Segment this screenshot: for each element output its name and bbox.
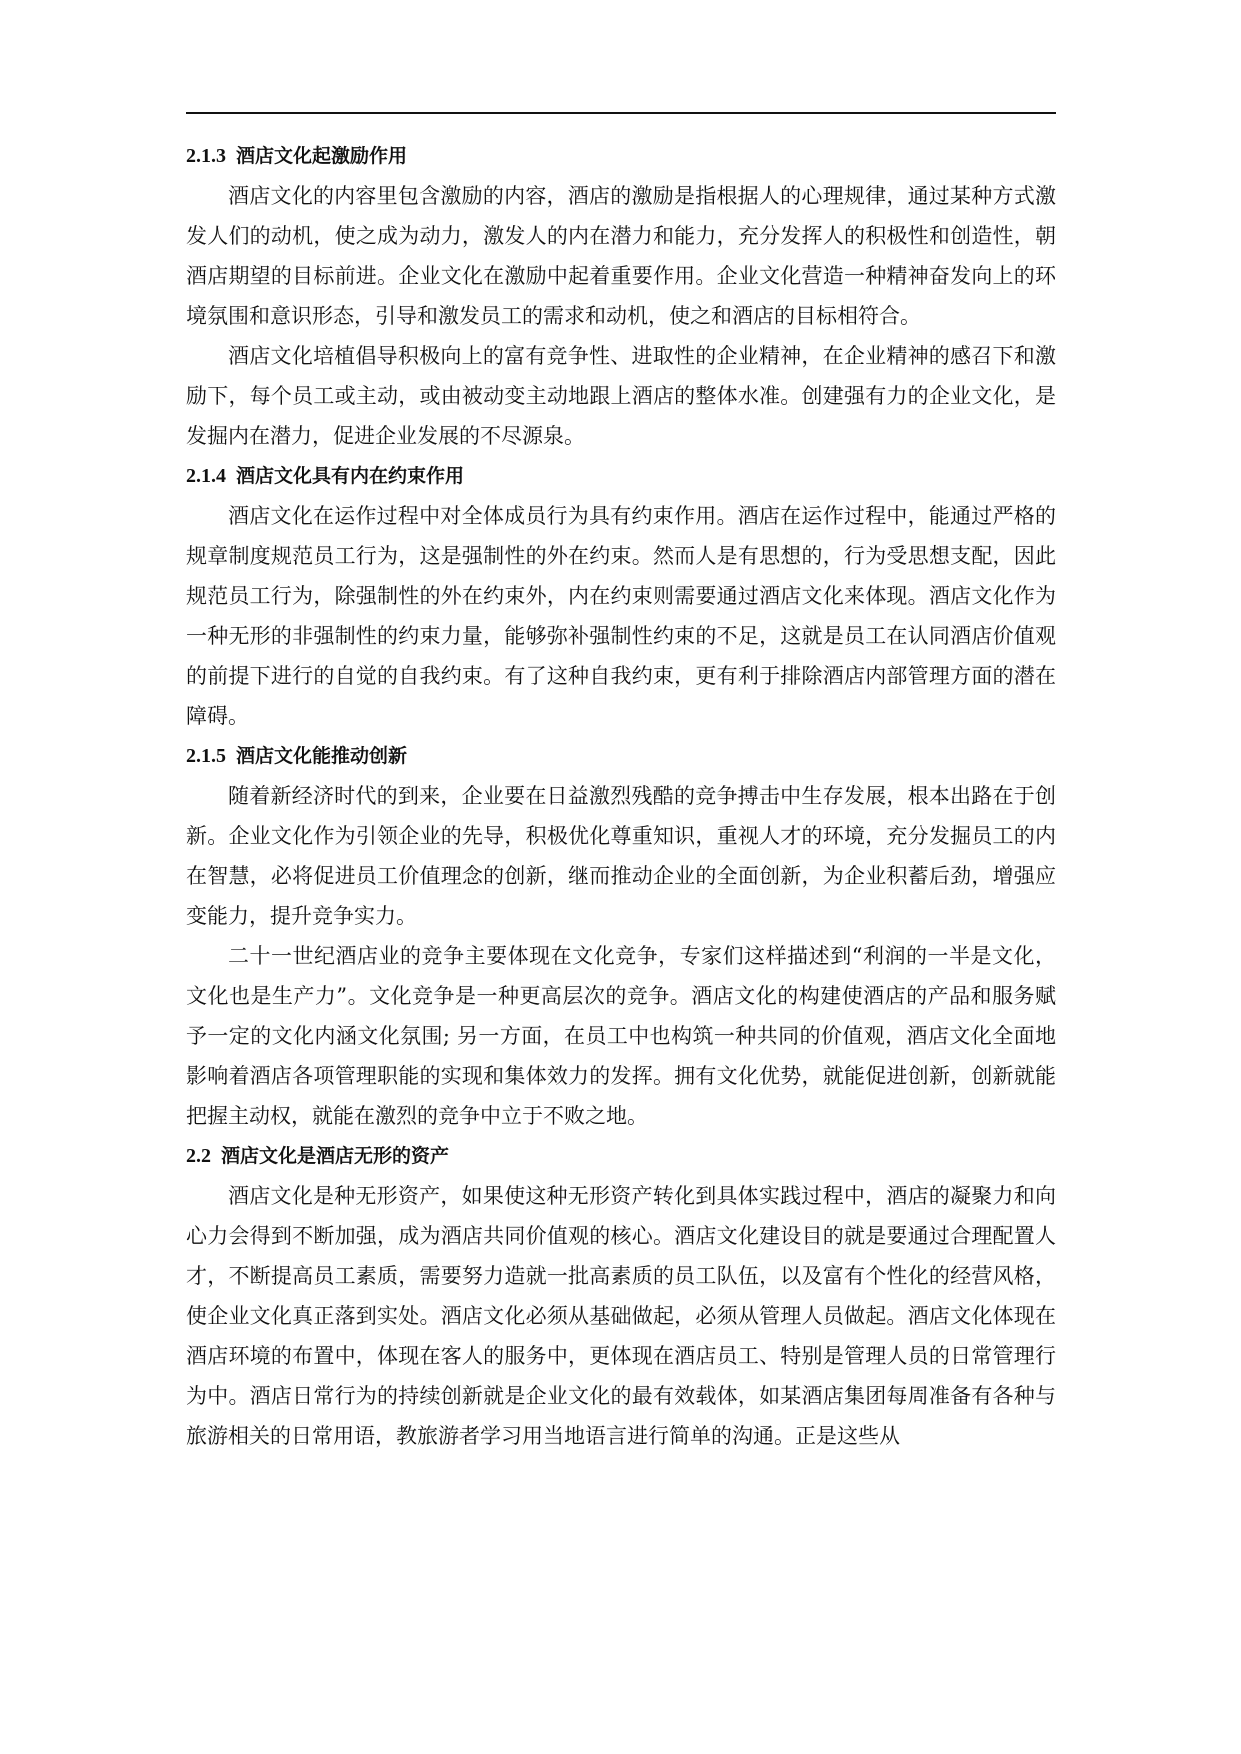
- section-title: 酒店文化具有内在约束作用: [236, 465, 465, 487]
- section-number: 2.1.3: [186, 145, 226, 167]
- paragraph: 酒店文化培植倡导积极向上的富有竞争性、进取性的企业精神，在企业精神的感召下和激励下，每个员工或主动，或由被动变主动地跟上酒店的整体水准。创建强有力的企业文化，是发掘内在潜力，促进企业发展的不尽源泉。: [186, 344, 1056, 448]
- paragraph: 酒店文化在运作过程中对全体成员行为具有约束作用。酒店在运作过程中，能通过严格的规章制度规范员工行为，这是强制性的外在约束。然而人是有思想的，行为受思想支配，因此规范员工行为，除强制性的外在约束外，内在约束则需要通过酒店文化来体现。酒店文化作为一种无形的非强制性的约束力量，能够弥补强制性约束的不足，这就是员工在认同酒店价值观的前提下进行的自觉的自我约束。有了这种自我约束，更有利于排除酒店内部管理方面的潜在障碍。: [186, 504, 1056, 728]
- document-body: [186, 136, 1056, 1456]
- section-number: 2.2: [186, 1145, 211, 1167]
- paragraph: 随着新经济时代的到来，企业要在日益激烈残酷的竞争搏击中生存发展，根本出路在于创新。企业文化作为引领企业的先导，积极优化尊重知识，重视人才的环境，充分发掘员工的内在智慧，必将促进员工价值理念的创新，继而推动企业的全面创新，为企业积蓄后劲，增强应变能力，提升竞争实力。: [186, 784, 1056, 928]
- paragraph: 二十一世纪酒店业的竞争主要体现在文化竞争，专家们这样描述到“利润的一半是文化，文化也是生产力”。文化竞争是一种更高层次的竞争。酒店文化的构建使酒店的产品和服务赋予一定的文化内涵文化氛围; 另一方面，在员工中也构筑一种共同的价值观，酒店文化全面地影响着酒店各项管理职能的实现和集体效力的发挥。拥有文化优势，就能促进创新，创新就能把握主动权，就能在激烈的竞争中立于不败之地。: [186, 944, 1056, 1128]
- section-heading-2-1-5: [186, 736, 1056, 776]
- section-title: 酒店文化能推动创新: [236, 745, 408, 767]
- section-number: 2.1.5: [186, 745, 226, 767]
- document-page: [186, 0, 1056, 1754]
- section-title: 酒店文化起激励作用: [236, 145, 408, 167]
- section-title: 酒店文化是酒店无形的资产: [221, 1145, 450, 1167]
- section-number: 2.1.4: [186, 465, 226, 487]
- section-heading-2-1-3: [186, 136, 1056, 176]
- paragraph: 酒店文化的内容里包含激励的内容，酒店的激励是指根据人的心理规律，通过某种方式激发人们的动机，使之成为动力，激发人的内在潜力和能力，充分发挥人的积极性和创造性，朝酒店期望的目标前进。企业文化在激励中起着重要作用。企业文化营造一种精神奋发向上的环境氛围和意识形态，引导和激发员工的需求和动机，使之和酒店的目标相符合。: [186, 184, 1056, 328]
- section-heading-2-1-4: [186, 456, 1056, 496]
- section-heading-2-2: [186, 1136, 1056, 1176]
- paragraph: 酒店文化是种无形资产，如果使这种无形资产转化到具体实践过程中，酒店的凝聚力和向心力会得到不断加强，成为酒店共同价值观的核心。酒店文化建设目的就是要通过合理配置人才，不断提高员工素质，需要努力造就一批高素质的员工队伍，以及富有个性化的经营风格，使企业文化真正落到实处。酒店文化必须从基础做起，必须从管理人员做起。酒店文化体现在酒店环境的布置中，体现在客人的服务中，更体现在酒店员工、特别是管理人员的日常管理行为中。酒店日常行为的持续创新就是企业文化的最有效载体，如某酒店集团每周准备有各种与旅游相关的日常用语，教旅游者学习用当地语言进行简单的沟通。正是这些从: [186, 1184, 1056, 1448]
- header-rule: [186, 112, 1056, 114]
